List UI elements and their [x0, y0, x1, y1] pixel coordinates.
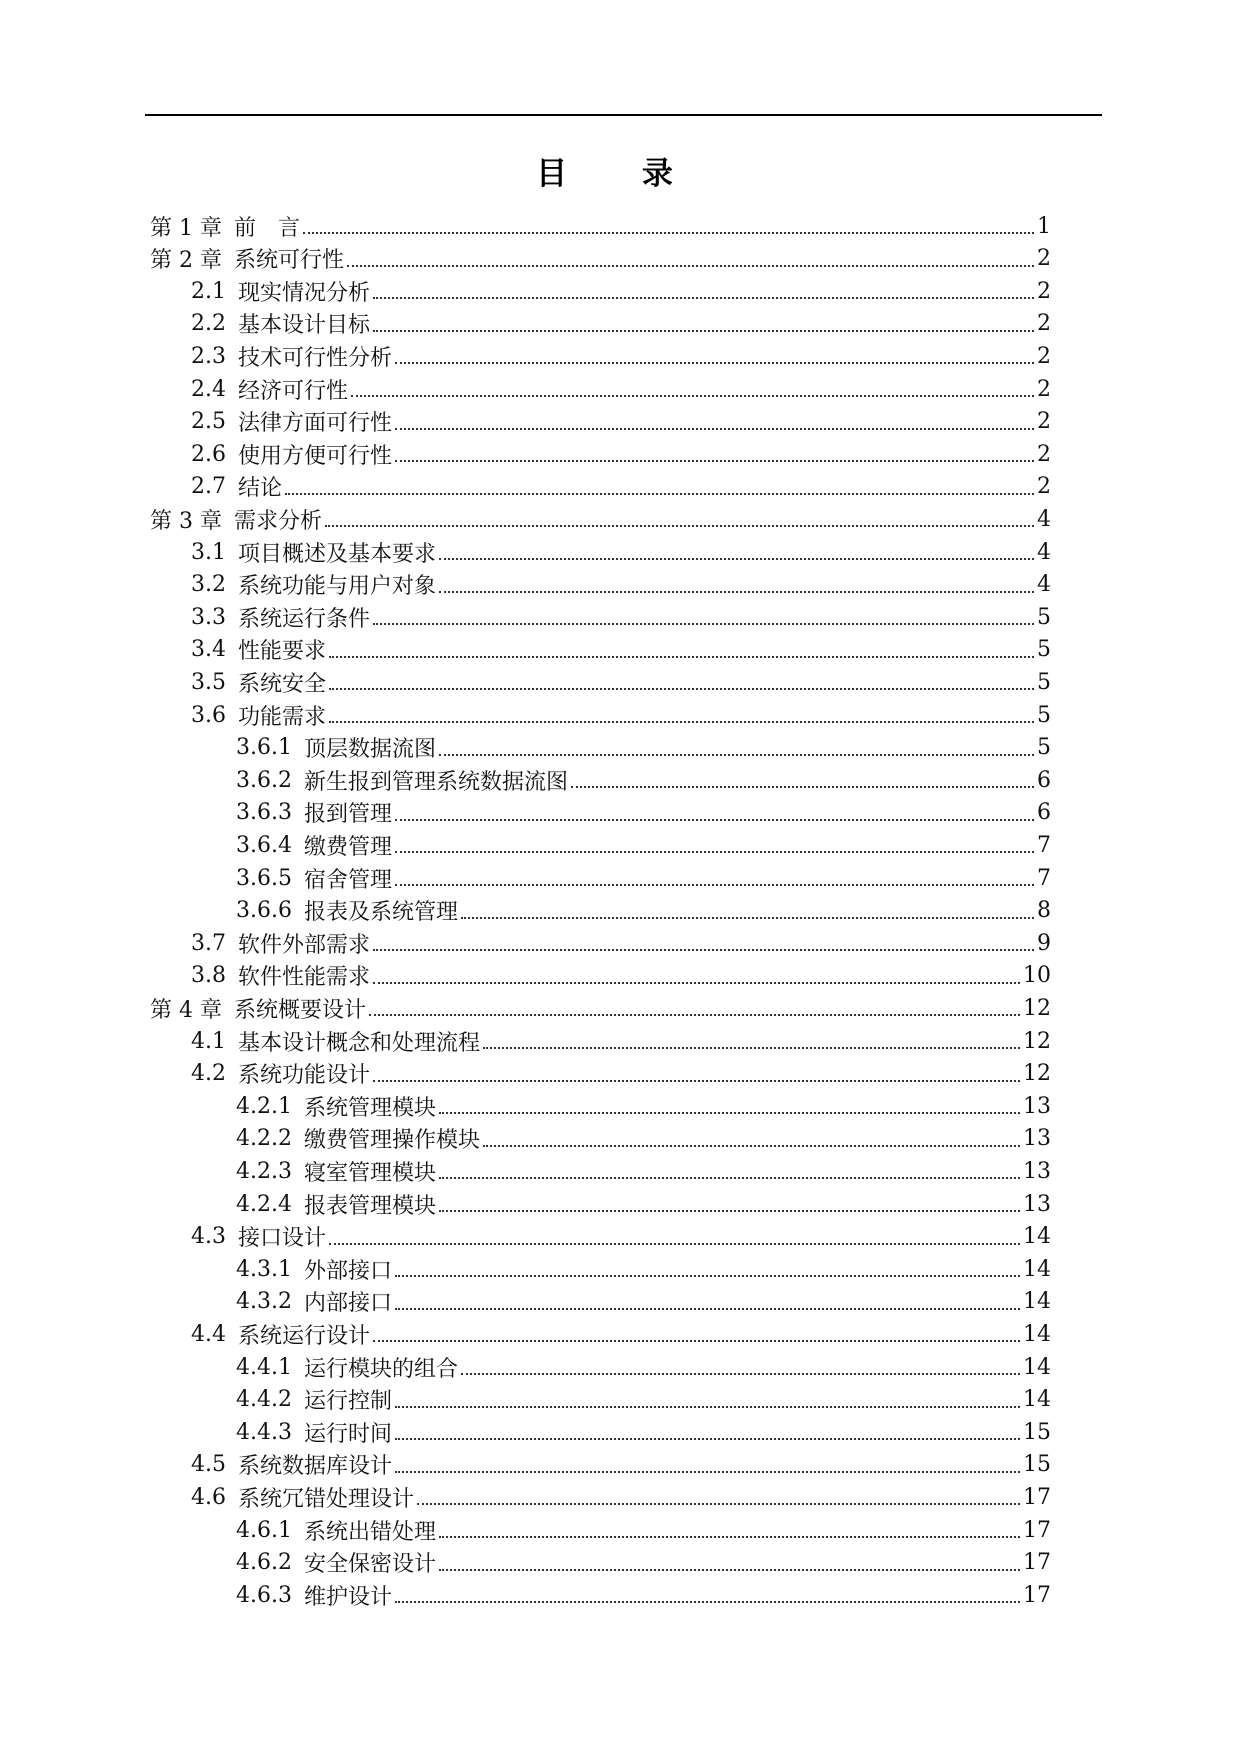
toc-entry-title: 系统概要设计 — [233, 997, 366, 1023]
toc-dot-leader — [461, 1373, 1020, 1375]
toc-entry-page-number: 10 — [1023, 963, 1051, 989]
toc-entry-title: 顶层数据流图 — [303, 737, 436, 763]
toc-dot-leader — [439, 754, 1034, 756]
toc-entry-page-number: 14 — [1023, 1354, 1051, 1380]
toc-entry-page-number: 13 — [1023, 1158, 1051, 1184]
toc-entry[interactable] — [236, 862, 1051, 894]
toc-entry-number: 4.2 — [191, 1061, 226, 1087]
toc-entry-number: 第 4 章 — [150, 997, 222, 1023]
toc-entry[interactable] — [191, 699, 1051, 731]
toc-dot-leader — [395, 819, 1034, 821]
toc-entry-title: 系统出错处理 — [303, 1519, 436, 1545]
toc-entry-number: 3.6.1 — [236, 735, 292, 761]
toc-dot-leader — [373, 1080, 1020, 1082]
toc-dot-leader — [395, 884, 1034, 886]
toc-entry-title: 前 言 — [233, 215, 300, 241]
toc-entry-title: 系统运行设计 — [238, 1323, 371, 1349]
toc-dot-leader — [439, 558, 1034, 560]
toc-entry-page-number: 4 — [1037, 506, 1051, 532]
toc-entry-title: 法律方面可行性 — [238, 411, 393, 437]
toc-entry-title: 系统可行性 — [233, 248, 344, 274]
toc-entry-number: 3.5 — [191, 669, 226, 695]
toc-entry-title: 功能需求 — [238, 704, 327, 730]
toc-entry-number: 4.1 — [191, 1028, 226, 1054]
toc-entry-number: 2.5 — [191, 409, 226, 435]
toc-entry[interactable] — [191, 406, 1051, 438]
toc-entry[interactable] — [236, 1579, 1051, 1611]
toc-entry-number: 第 3 章 — [150, 508, 222, 534]
toc-entry-page-number: 13 — [1023, 1126, 1051, 1152]
toc-entry[interactable] — [191, 634, 1051, 666]
toc-entry[interactable] — [191, 340, 1051, 372]
toc-entry-page-number: 5 — [1037, 669, 1051, 695]
toc-entry-title: 寝室管理模块 — [303, 1160, 436, 1186]
toc-entry-page-number: 7 — [1037, 865, 1051, 891]
toc-entry-title: 基本设计概念和处理流程 — [238, 1030, 481, 1056]
toc-dot-leader — [483, 1047, 1020, 1049]
toc-entry[interactable] — [236, 1416, 1051, 1448]
toc-dot-leader — [373, 297, 1034, 299]
toc-entry-page-number: 9 — [1037, 930, 1051, 956]
toc-entry[interactable] — [191, 308, 1051, 340]
toc-entry-title: 系统功能与用户对象 — [238, 574, 437, 600]
header-rule — [145, 114, 1102, 116]
toc-entry-page-number: 2 — [1037, 441, 1051, 467]
toc-dot-leader — [395, 460, 1034, 462]
toc-entry-title: 软件外部需求 — [238, 932, 371, 958]
toc-entry[interactable] — [236, 1188, 1051, 1220]
toc-entry-title: 性能要求 — [238, 639, 327, 665]
toc-entry-number: 2.2 — [191, 311, 226, 337]
toc-entry-page-number: 2 — [1037, 246, 1051, 272]
toc-entry-title: 维护设计 — [303, 1584, 392, 1610]
toc-entry-number: 3.1 — [191, 539, 226, 565]
toc-entry-title: 外部接口 — [303, 1258, 392, 1284]
toc-dot-leader — [395, 362, 1034, 364]
toc-entry-number: 3.6.2 — [236, 767, 292, 793]
toc-entry-title: 报表管理模块 — [303, 1193, 436, 1219]
toc-entry[interactable] — [191, 569, 1051, 601]
toc-entry-page-number: 2 — [1037, 278, 1051, 304]
toc-entry-page-number: 15 — [1023, 1452, 1051, 1478]
toc-dot-leader — [439, 1210, 1020, 1212]
toc-dot-leader — [461, 917, 1034, 919]
toc-entry-number: 4.2.3 — [236, 1158, 292, 1184]
toc-entry-number: 第 2 章 — [150, 248, 222, 274]
toc-entry[interactable] — [191, 1025, 1051, 1057]
toc-dot-leader — [395, 428, 1034, 430]
toc-entry-number: 3.6.3 — [236, 800, 292, 826]
toc-entry-page-number: 5 — [1037, 735, 1051, 761]
toc-entry-number: 4.4.1 — [236, 1354, 292, 1380]
toc-entry-number: 3.6.4 — [236, 832, 292, 858]
toc-entry-title: 系统功能设计 — [238, 1063, 371, 1089]
toc-entry-title: 内部接口 — [303, 1291, 392, 1317]
toc-entry-number: 4.6.3 — [236, 1582, 292, 1608]
toc-entry-page-number: 12 — [1023, 1028, 1051, 1054]
toc-entry[interactable] — [236, 1351, 1051, 1383]
toc-entry-page-number: 5 — [1037, 702, 1051, 728]
toc-entry-number: 3.7 — [191, 930, 226, 956]
toc-entry[interactable] — [191, 438, 1051, 470]
toc-dot-leader — [329, 1243, 1020, 1245]
toc-dot-leader — [373, 982, 1020, 984]
toc-entry-title: 需求分析 — [233, 508, 322, 534]
toc-dot-leader — [329, 656, 1034, 658]
toc-entry-page-number: 13 — [1023, 1093, 1051, 1119]
toc-entry-number: 第 1 章 — [150, 215, 222, 241]
toc-entry[interactable] — [191, 1481, 1051, 1513]
toc-entry-title: 系统冗错处理设计 — [238, 1486, 415, 1512]
toc-entry-title: 系统管理模块 — [303, 1095, 436, 1121]
toc-entry-number: 3.6.5 — [236, 865, 292, 891]
toc-entry[interactable] — [191, 927, 1051, 959]
toc-entry-page-number: 13 — [1023, 1191, 1051, 1217]
toc-entry-page-number: 17 — [1023, 1582, 1051, 1608]
toc-dot-leader — [329, 721, 1034, 723]
toc-entry-number: 2.1 — [191, 278, 226, 304]
toc-entry-title: 缴费管理 — [303, 834, 392, 860]
toc-entry[interactable] — [236, 764, 1051, 796]
toc-entry-number: 4.2.2 — [236, 1126, 292, 1152]
toc-dot-leader — [369, 1014, 1020, 1016]
toc-entry-page-number: 6 — [1037, 800, 1051, 826]
toc-dot-leader — [571, 786, 1034, 788]
toc-entry-page-number: 14 — [1023, 1387, 1051, 1413]
toc-dot-leader — [483, 1145, 1020, 1147]
toc-entry-title: 系统安全 — [238, 671, 327, 697]
toc-entry-page-number: 17 — [1023, 1550, 1051, 1576]
toc-entry[interactable] — [191, 471, 1051, 503]
toc-dot-leader — [285, 493, 1034, 495]
toc-dot-leader — [395, 1406, 1020, 1408]
toc-entry-title: 接口设计 — [238, 1226, 327, 1252]
toc-dot-leader — [347, 265, 1034, 267]
toc-entry[interactable] — [150, 210, 1051, 242]
toc-entry-page-number: 12 — [1023, 1061, 1051, 1087]
toc-dot-leader — [395, 1438, 1020, 1440]
toc-entry[interactable] — [191, 373, 1051, 405]
toc-entry-number: 4.4.3 — [236, 1419, 292, 1445]
toc-dot-leader — [439, 1569, 1020, 1571]
toc-entry-page-number: 14 — [1023, 1321, 1051, 1347]
toc-entry-page-number: 15 — [1023, 1419, 1051, 1445]
toc-entry[interactable] — [236, 1384, 1051, 1416]
toc-entry[interactable] — [236, 895, 1051, 927]
toc-entry-title: 使用方便可行性 — [238, 443, 393, 469]
toc-dot-leader — [351, 395, 1034, 397]
toc-entry-title: 报表及系统管理 — [303, 900, 458, 926]
toc-entry[interactable] — [191, 1058, 1051, 1090]
toc-entry[interactable] — [150, 243, 1051, 275]
toc-entry-title: 经济可行性 — [238, 378, 349, 404]
toc-entry-title: 运行模块的组合 — [303, 1356, 458, 1382]
toc-entry-number: 2.6 — [191, 441, 226, 467]
toc-entry-number: 4.5 — [191, 1452, 226, 1478]
toc-entry[interactable] — [191, 275, 1051, 307]
toc-entry-page-number: 2 — [1037, 376, 1051, 402]
toc-dot-leader — [373, 623, 1034, 625]
toc-entry-number: 3.4 — [191, 637, 226, 663]
toc-entry[interactable] — [191, 1318, 1051, 1350]
toc-dot-leader — [439, 1112, 1020, 1114]
toc-entry-number: 4.3.1 — [236, 1256, 292, 1282]
toc-dot-leader — [395, 1601, 1020, 1603]
toc-entry[interactable] — [191, 1221, 1051, 1253]
toc-dot-leader — [373, 1340, 1020, 1342]
toc-entry-page-number: 12 — [1023, 995, 1051, 1021]
toc-entry-number: 2.4 — [191, 376, 226, 402]
toc-entry-title: 缴费管理操作模块 — [303, 1128, 480, 1154]
toc-entry-number: 3.2 — [191, 572, 226, 598]
toc-entry-number: 4.4 — [191, 1321, 226, 1347]
toc-entry-title: 软件性能需求 — [238, 965, 371, 991]
toc-entry-title: 运行时间 — [303, 1421, 392, 1447]
toc-entry-number: 4.6.2 — [236, 1550, 292, 1576]
toc-dot-leader — [373, 330, 1034, 332]
toc-entry-page-number: 14 — [1023, 1256, 1051, 1282]
toc-dot-leader — [329, 688, 1034, 690]
page-title: 目 录 — [536, 156, 705, 192]
toc-dot-leader — [395, 1471, 1020, 1473]
toc-dot-leader — [325, 525, 1034, 527]
toc-entry-page-number: 2 — [1037, 409, 1051, 435]
toc-entry-title: 安全保密设计 — [303, 1552, 436, 1578]
toc-entry[interactable] — [236, 1286, 1051, 1318]
toc-entry-number: 3.6.6 — [236, 898, 292, 924]
toc-entry-page-number: 17 — [1023, 1484, 1051, 1510]
toc-entry-page-number: 8 — [1037, 898, 1051, 924]
toc-entry-title: 新生报到管理系统数据流图 — [303, 769, 568, 795]
toc-entry-page-number: 6 — [1037, 767, 1051, 793]
toc-dot-leader — [395, 851, 1034, 853]
toc-entry-title: 项目概述及基本要求 — [238, 541, 437, 567]
toc-entry-number: 2.3 — [191, 343, 226, 369]
toc-entry-title: 系统数据库设计 — [238, 1454, 393, 1480]
toc-entry-page-number: 1 — [1037, 213, 1051, 239]
toc-dot-leader — [439, 1536, 1020, 1538]
toc-entry[interactable] — [150, 503, 1051, 535]
toc-entry-number: 4.4.2 — [236, 1387, 292, 1413]
toc-entry-page-number: 5 — [1037, 637, 1051, 663]
toc-entry-title: 报到管理 — [303, 802, 392, 828]
toc-entry-page-number: 4 — [1037, 539, 1051, 565]
toc-entry-number: 4.6.1 — [236, 1517, 292, 1543]
toc-dot-leader — [439, 591, 1034, 593]
toc-entry[interactable] — [236, 829, 1051, 861]
toc-entry-page-number: 2 — [1037, 311, 1051, 337]
toc-entry-number: 3.6 — [191, 702, 226, 728]
toc-entry-title: 系统运行条件 — [238, 606, 371, 632]
toc-entry-title: 基本设计目标 — [238, 313, 371, 339]
toc-entry-title: 现实情况分析 — [238, 280, 371, 306]
toc-entry-number: 4.2.4 — [236, 1191, 292, 1217]
toc-dot-leader — [395, 1308, 1020, 1310]
toc-entry[interactable] — [191, 1449, 1051, 1481]
toc-entry[interactable] — [236, 1547, 1051, 1579]
toc-entry-number: 3.3 — [191, 604, 226, 630]
toc-entry[interactable] — [236, 1253, 1051, 1285]
toc-dot-leader — [303, 232, 1034, 234]
toc-entry[interactable] — [236, 797, 1051, 829]
toc-dot-leader — [373, 949, 1034, 951]
toc-entry-title: 宿舍管理 — [303, 867, 392, 893]
toc-entry[interactable] — [191, 960, 1051, 992]
toc-entry-number: 4.3 — [191, 1224, 226, 1250]
toc-entry[interactable] — [150, 992, 1051, 1024]
toc-entry[interactable] — [236, 732, 1051, 764]
toc-dot-leader — [395, 1275, 1020, 1277]
toc-entry[interactable] — [191, 666, 1051, 698]
toc-entry-title: 运行控制 — [303, 1389, 392, 1415]
toc-entry[interactable] — [191, 601, 1051, 633]
toc-entry[interactable] — [236, 1155, 1051, 1187]
toc-entry[interactable] — [236, 1090, 1051, 1122]
toc-entry-page-number: 14 — [1023, 1289, 1051, 1315]
toc-entry-page-number: 14 — [1023, 1224, 1051, 1250]
toc-dot-leader — [417, 1503, 1020, 1505]
toc-entry[interactable] — [191, 536, 1051, 568]
toc-entry-page-number: 5 — [1037, 604, 1051, 630]
toc-entry-number: 4.3.2 — [236, 1289, 292, 1315]
toc-dot-leader — [439, 1177, 1020, 1179]
toc-entry-title: 技术可行性分析 — [238, 345, 393, 371]
toc-entry-title: 结论 — [238, 476, 283, 502]
toc-entry[interactable] — [236, 1123, 1051, 1155]
toc-entry-number: 4.2.1 — [236, 1093, 292, 1119]
toc-entry[interactable] — [236, 1514, 1051, 1546]
toc-entry-number: 3.8 — [191, 963, 226, 989]
toc-entry-page-number: 4 — [1037, 572, 1051, 598]
toc-entry-number: 4.6 — [191, 1484, 226, 1510]
toc-entry-page-number: 2 — [1037, 343, 1051, 369]
toc-entry-page-number: 2 — [1037, 474, 1051, 500]
toc-entry-page-number: 17 — [1023, 1517, 1051, 1543]
toc-entry-number: 2.7 — [191, 474, 226, 500]
toc-entry-page-number: 7 — [1037, 832, 1051, 858]
